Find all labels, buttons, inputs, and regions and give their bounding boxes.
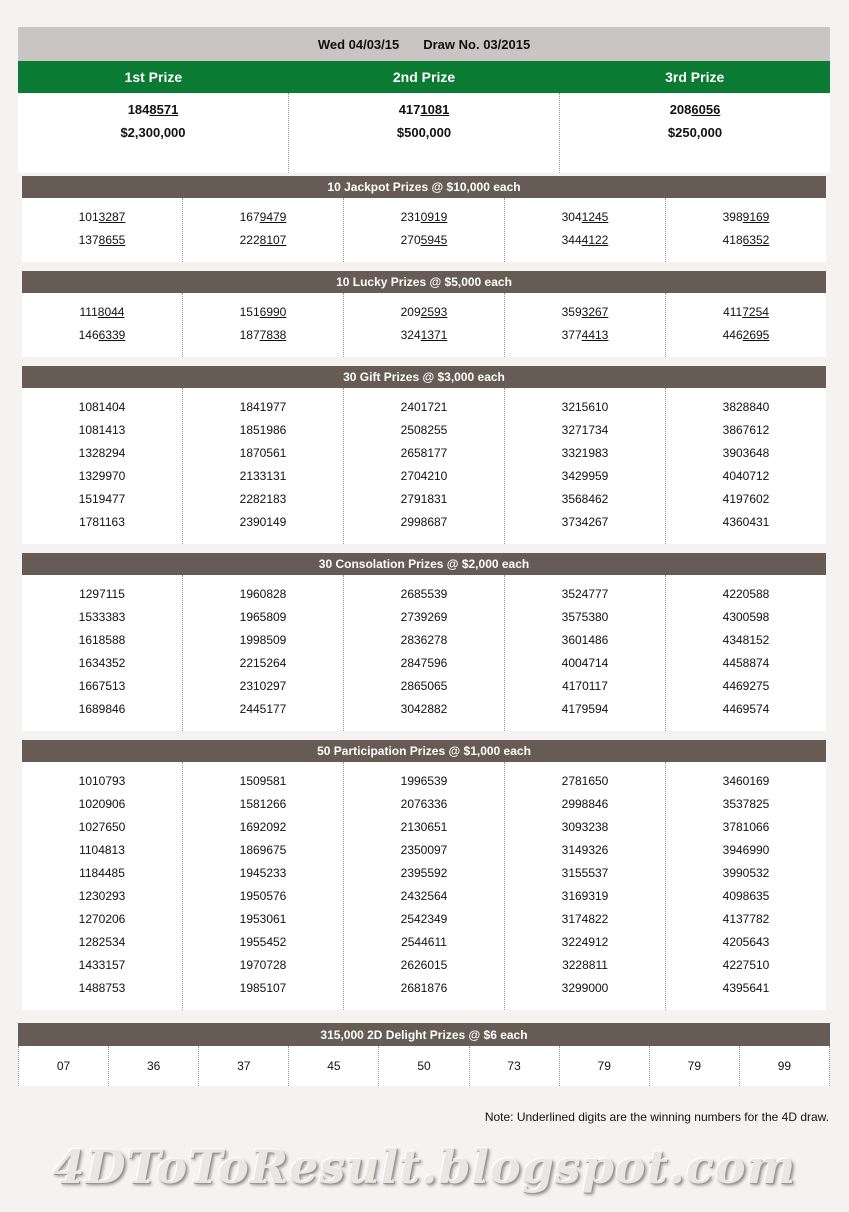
prize-number: 1516990 (239, 305, 287, 319)
prize-number: 1985107 (239, 981, 287, 995)
third-prize-label: 3rd Prize (665, 69, 725, 85)
prize-number: 1692092 (239, 820, 287, 834)
top-prize-labels (18, 61, 830, 93)
prize-number: 1996539 (400, 774, 448, 788)
prize-number: 4040712 (722, 469, 770, 483)
prize-column (183, 575, 344, 731)
prize-number: 4395641 (722, 981, 770, 995)
prize-number: 2390149 (239, 515, 287, 529)
prize-number: 2133131 (239, 469, 287, 483)
jackpot-prizes-section (22, 176, 826, 262)
prize-number: 2847596 (400, 656, 448, 670)
prize-number: 2865065 (400, 679, 448, 693)
prize-number: 2739269 (400, 610, 448, 624)
prize-number: 2626015 (400, 958, 448, 972)
prize-number: 2998846 (561, 797, 609, 811)
prize-number: 3774413 (561, 328, 609, 342)
prize-number: 2310919 (400, 210, 448, 224)
delight-number: 79 (560, 1046, 650, 1086)
prize-number: 2544611 (401, 935, 447, 949)
prize-number: 1466339 (78, 328, 126, 342)
prize-number: 3867612 (722, 423, 770, 437)
prize-number: 1618588 (78, 633, 126, 647)
prize-number: 1027650 (78, 820, 126, 834)
prize-column (505, 198, 666, 262)
prize-column (22, 293, 183, 357)
prize-number: 4220588 (722, 587, 770, 601)
prize-column (22, 762, 183, 1010)
prize-number: 3828840 (722, 400, 770, 414)
prize-number: 3093238 (561, 820, 609, 834)
prize-number: 4098635 (722, 889, 770, 903)
section-title: 30 Gift Prizes @ $3,000 each (22, 366, 826, 388)
prize-column (183, 762, 344, 1010)
section-title: 50 Participation Prizes @ $1,000 each (22, 740, 826, 762)
prize-column (344, 388, 505, 544)
prize-number: 2310297 (239, 679, 287, 693)
prize-number: 3444122 (561, 233, 609, 247)
draw-header (18, 27, 830, 61)
prize-column (344, 762, 505, 1010)
prize-number: 4004714 (561, 656, 609, 670)
draw-date: Wed 04/03/15 (317, 36, 400, 52)
prize-column (666, 762, 826, 1010)
prize-number: 3155537 (561, 866, 609, 880)
prize-number: 1869675 (239, 843, 287, 857)
section-title: 315,000 2D Delight Prizes @ $6 each (18, 1023, 830, 1046)
prize-number: 3990532 (722, 866, 770, 880)
prize-number: 4360431 (722, 515, 770, 529)
prize-number: 2432564 (400, 889, 448, 903)
prize-number: 4179594 (561, 702, 609, 716)
prize-number: 3271734 (561, 423, 609, 437)
delight-numbers-row (18, 1046, 830, 1086)
second-prize-number: 4171081 (398, 102, 450, 117)
prize-column (183, 388, 344, 544)
prize-column (22, 388, 183, 544)
prize-number: 3734267 (561, 515, 609, 529)
second-prize-amount: $500,000 (396, 125, 452, 140)
prize-number: 2998687 (400, 515, 448, 529)
first-prize-amount: $2,300,000 (120, 125, 186, 140)
prize-column (666, 293, 826, 357)
prize-number: 1851986 (239, 423, 287, 437)
second-prize-label: 2nd Prize (392, 69, 456, 85)
delight-number: 36 (109, 1046, 199, 1086)
prize-number: 1282534 (78, 935, 126, 949)
prize-number: 2836278 (400, 633, 448, 647)
prize-column (666, 198, 826, 262)
prize-number: 4137782 (722, 912, 770, 926)
first-prize-number: 1848571 (127, 102, 179, 117)
prize-number: 4469275 (722, 679, 770, 693)
section-title: 10 Lucky Prizes @ $5,000 each (22, 271, 826, 293)
third-prize-cell (560, 93, 830, 173)
prize-number: 1634352 (78, 656, 126, 670)
gift-prizes-section (22, 366, 826, 544)
delight-number: 07 (19, 1046, 109, 1086)
prize-column (183, 293, 344, 357)
third-prize-number: 2086056 (669, 102, 721, 117)
prize-number: 2685539 (400, 587, 448, 601)
prize-number: 1184485 (79, 866, 125, 880)
prize-number: 3149326 (561, 843, 609, 857)
prize-number: 2215264 (239, 656, 287, 670)
section-title: 10 Jackpot Prizes @ $10,000 each (22, 176, 826, 198)
prize-number: 2705945 (400, 233, 448, 247)
draw-number: Draw No. 03/2015 (423, 36, 531, 52)
prize-number: 2658177 (400, 446, 448, 460)
second-prize-cell (289, 93, 560, 173)
prize-number: 4300598 (722, 610, 770, 624)
prize-number: 1010793 (78, 774, 126, 788)
delight-number: 73 (470, 1046, 560, 1086)
prize-number: 1945233 (239, 866, 287, 880)
prize-number: 2076336 (400, 797, 448, 811)
prize-number: 3321983 (561, 446, 609, 460)
prize-column (344, 575, 505, 731)
prize-number: 1020906 (78, 797, 126, 811)
prize-number: 3241371 (400, 328, 448, 342)
prize-number: 2401721 (400, 400, 448, 414)
prize-number: 1104813 (79, 843, 125, 857)
prize-number: 1841977 (239, 400, 287, 414)
prize-number: 4227510 (722, 958, 770, 972)
prize-number: 2781650 (561, 774, 609, 788)
section-title: 30 Consolation Prizes @ $2,000 each (22, 553, 826, 575)
delight-prizes-section (18, 1023, 830, 1086)
prize-number: 3575380 (561, 610, 609, 624)
prize-number: 1533383 (78, 610, 126, 624)
prize-number: 1679479 (239, 210, 287, 224)
prize-number: 1081413 (78, 423, 126, 437)
delight-number: 37 (199, 1046, 289, 1086)
prize-number: 2395592 (400, 866, 448, 880)
prize-number: 3169319 (561, 889, 609, 903)
prize-number: 2228107 (239, 233, 287, 247)
prize-number: 3524777 (561, 587, 609, 601)
top-prize-results (18, 93, 830, 173)
prize-number: 1081404 (78, 400, 126, 414)
prize-number: 1877838 (239, 328, 287, 342)
section-body (22, 293, 826, 357)
prize-number: 3224912 (561, 935, 609, 949)
prize-number: 3174822 (561, 912, 609, 926)
prize-number: 1781163 (79, 515, 125, 529)
prize-number: 1970728 (239, 958, 287, 972)
prize-number: 4469574 (722, 702, 770, 716)
delight-number: 99 (740, 1046, 830, 1086)
first-prize-label: 1st Prize (124, 69, 183, 85)
prize-number: 4458874 (722, 656, 770, 670)
section-body (22, 198, 826, 262)
prize-number: 4197602 (722, 492, 770, 506)
prize-number: 1488753 (78, 981, 126, 995)
prize-number: 4462695 (722, 328, 770, 342)
prize-number: 3042882 (400, 702, 448, 716)
prize-column (505, 388, 666, 544)
prize-number: 1998509 (239, 633, 287, 647)
prize-number: 3537825 (722, 797, 770, 811)
prize-number: 1960828 (239, 587, 287, 601)
prize-number: 1433157 (78, 958, 126, 972)
delight-number: 45 (289, 1046, 379, 1086)
prize-number: 2704210 (400, 469, 448, 483)
prize-number: 4186352 (722, 233, 770, 247)
prize-column (666, 388, 826, 544)
prize-number: 3460169 (722, 774, 770, 788)
prize-number: 3429959 (561, 469, 609, 483)
prize-number: 1955452 (239, 935, 287, 949)
prize-column (183, 198, 344, 262)
prize-number: 2681876 (400, 981, 448, 995)
prize-number: 1509581 (239, 774, 287, 788)
section-body (22, 762, 826, 1010)
blog-watermark: 4DToToResult.blogspot.com (52, 1140, 797, 1194)
third-prize-amount: $250,000 (667, 125, 723, 140)
prize-column (22, 575, 183, 731)
prize-number: 4117254 (723, 305, 769, 319)
prize-number: 1953061 (239, 912, 287, 926)
prize-number: 3041245 (561, 210, 609, 224)
prize-number: 1965809 (239, 610, 287, 624)
prize-column (505, 293, 666, 357)
prize-number: 1230293 (78, 889, 126, 903)
prize-number: 1297115 (79, 587, 125, 601)
delight-number: 79 (650, 1046, 740, 1086)
delight-number: 50 (379, 1046, 469, 1086)
prize-column (344, 198, 505, 262)
prize-number: 2092593 (400, 305, 448, 319)
participation-prizes-section (22, 740, 826, 1010)
first-prize-cell (18, 93, 289, 173)
prize-number: 3593267 (561, 305, 609, 319)
prize-number: 3228811 (562, 958, 608, 972)
prize-number: 1118044 (79, 305, 125, 319)
prize-column (505, 762, 666, 1010)
prize-number: 3989169 (722, 210, 770, 224)
prize-number: 3299000 (561, 981, 609, 995)
prize-number: 2445177 (239, 702, 287, 716)
prize-number: 1519477 (78, 492, 126, 506)
prize-number: 3946990 (722, 843, 770, 857)
prize-number: 4205643 (722, 935, 770, 949)
lucky-prizes-section (22, 271, 826, 357)
prize-number: 1581266 (239, 797, 287, 811)
prize-number: 2508255 (400, 423, 448, 437)
prize-column (666, 575, 826, 731)
prize-number: 1870561 (239, 446, 287, 460)
prize-number: 1013287 (78, 210, 126, 224)
underline-note: Note: Underlined digits are the winning numbers for the 4D draw. (484, 1110, 829, 1124)
prize-column (505, 575, 666, 731)
prize-column (344, 293, 505, 357)
prize-number: 1378655 (78, 233, 126, 247)
prize-number: 2282183 (239, 492, 287, 506)
prize-number: 1689846 (78, 702, 126, 716)
prize-number: 2542349 (400, 912, 448, 926)
prize-number: 1270206 (78, 912, 126, 926)
prize-number: 4170117 (562, 679, 608, 693)
prize-number: 1328294 (78, 446, 126, 460)
prize-number: 2350097 (400, 843, 448, 857)
prize-number: 3903648 (722, 446, 770, 460)
prize-number: 2791831 (400, 492, 448, 506)
section-body (22, 575, 826, 731)
prize-number: 2130651 (400, 820, 448, 834)
section-body (22, 388, 826, 544)
prize-number: 3215610 (561, 400, 609, 414)
prize-number: 1667513 (78, 679, 126, 693)
prize-number: 1329970 (78, 469, 126, 483)
prize-column (22, 198, 183, 262)
prize-number: 1950576 (239, 889, 287, 903)
prize-number: 4348152 (722, 633, 770, 647)
prize-number: 3601486 (561, 633, 609, 647)
consolation-prizes-section (22, 553, 826, 731)
prize-number: 3781066 (722, 820, 770, 834)
prize-number: 3568462 (561, 492, 609, 506)
